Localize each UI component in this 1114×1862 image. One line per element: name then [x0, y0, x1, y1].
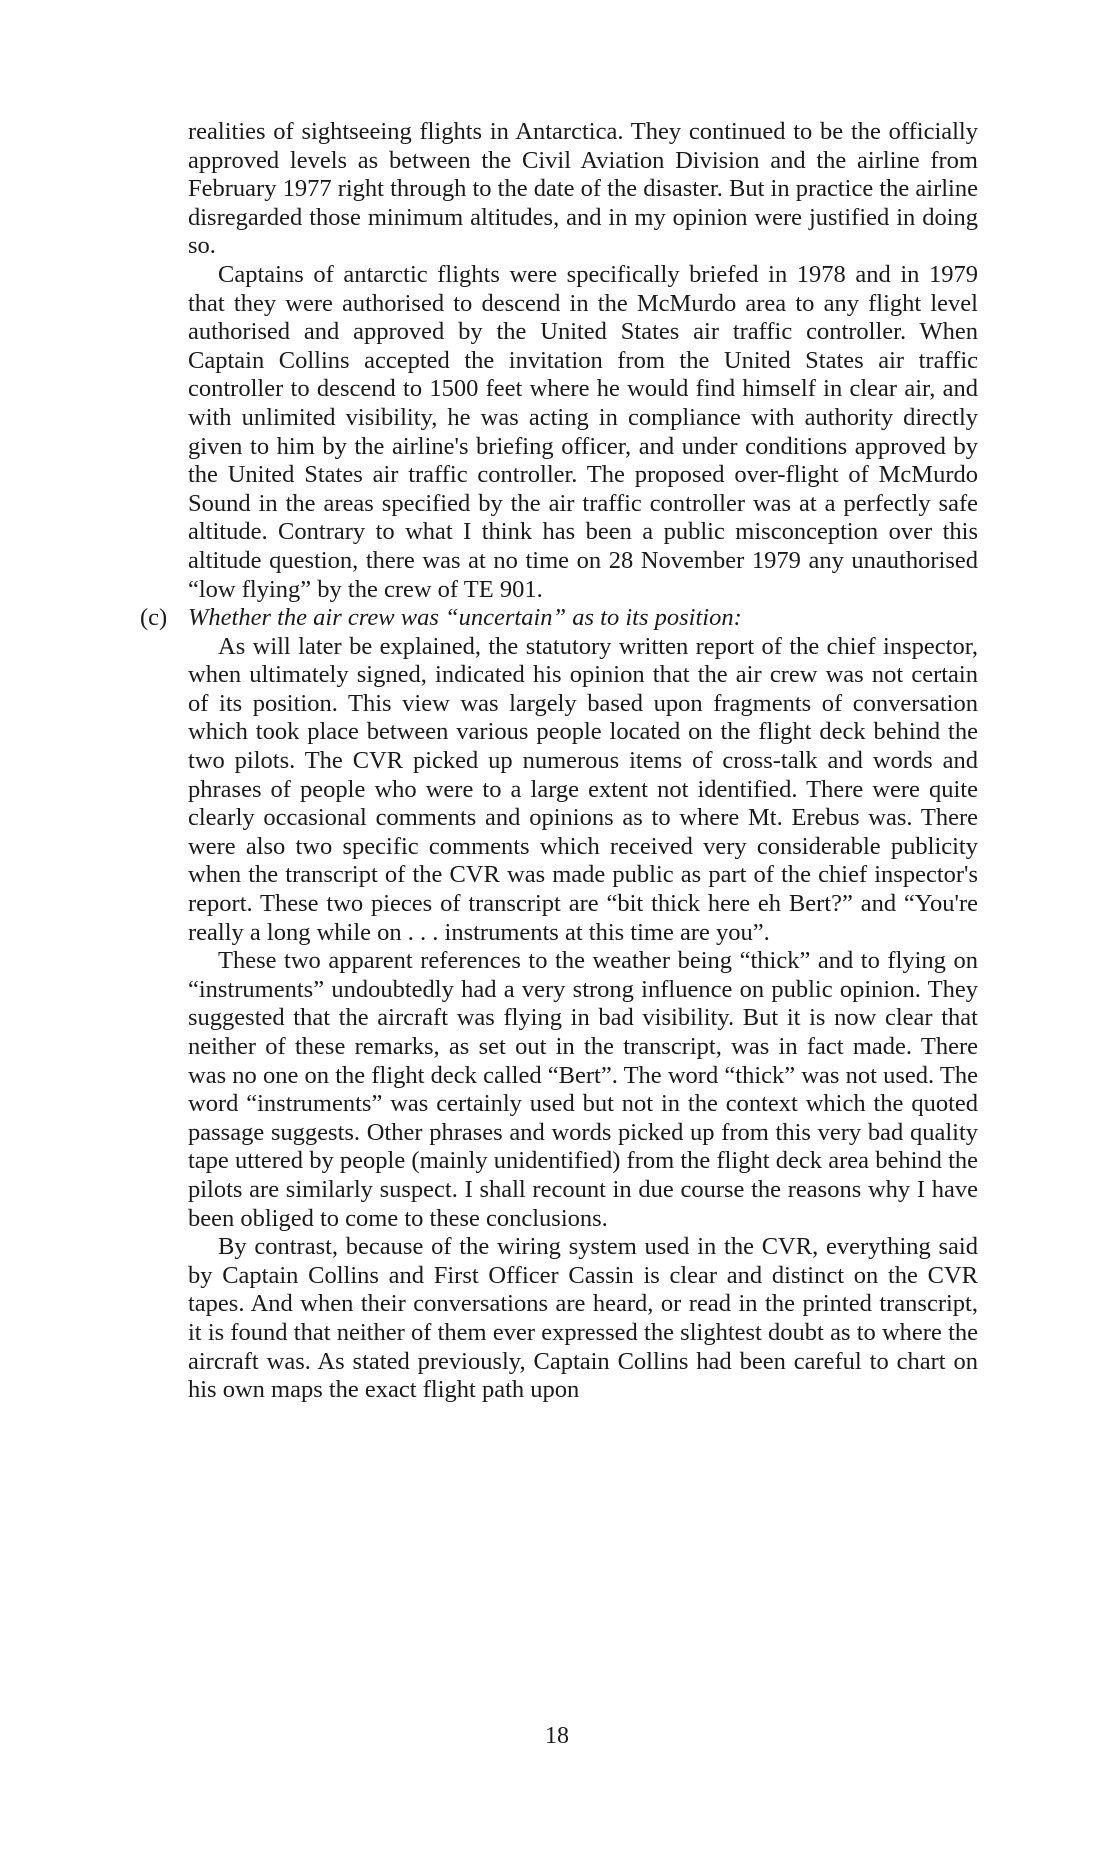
page-number: 18 — [545, 1723, 569, 1749]
paragraph-thick-instruments: These two apparent references to the weather being “thick” and to flying on “instruments” undoubtedly had a very strong influence on public opinion. They suggested that the aircraft was flying in bad visibility. But it is now clear that neither of these remarks, as set out in the transcript, was in fact made. There was no one on the flight deck called “Bert”. The word “thick” was not used. The word “instruments” was certainly used but not in the context which the quoted passage suggests. Other phrases and words picked up from this very bad quality tape uttered by people (mainly unidentified) from the flight deck area behind the pilots are similarly suspect. I shall recount in due course the reasons why I have been obliged to come to these conclusions. — [188, 947, 978, 1232]
paragraph-chief-inspector: As will later be explained, the statutory written report of the chief inspector, when ultimately signed, indicated his opinion that the air crew was not certain of its position. This view was largely based upon fragments of conversation which took place between various people located on the flight deck behind the two pilots. The CVR picked up numerous items of cross-talk and words and phrases of people who were to a large extent not identified. There were quite clearly occasional comments and opinions as to where Mt. Erebus was. There were also two specific comments which received very considerable publicity when the transcript of the CVR was made public as part of the chief inspector's report. These two pieces of transcript are “bit thick here eh Bert?” and “You're really a long while on . . . instruments at this time are you”. — [188, 632, 978, 946]
item-marker: (c) — [140, 604, 168, 632]
paragraph-briefing: Captains of antarctic flights were specifically briefed in 1978 and in 1979 that they were authorised to descend in the McMurdo area to any flight level authorised and approved by the United States air traffic controller. When Captain Collins accepted the invitation from the United States air traffic controller to descend to 1500 feet where he would find himself in clear air, and with unlimited visibility, he was acting in compliance with authority directly given to him by the airline's briefing officer, and under conditions approved by the United States air traffic controller. The proposed over-flight of McMurdo Sound in the areas specified by the air traffic controller was at a perfectly safe altitude. Contrary to what I think has been a public misconception over this altitude question, there was at no time on 28 November 1979 any unauthorised “low flying” by the crew of TE 901. — [188, 260, 978, 603]
paragraph-by-contrast: By contrast, because of the wiring system used in the CVR, everything said by Captain Collins and First Officer Cassin is clear and distinct on the CVR tapes. And when their conversations are heard, or read in the printed transcript, it is found that neither of them ever expressed the slightest doubt as to where the aircraft was. As stated previously, Captain Collins had been careful to chart on his own maps the exact flight path upon — [188, 1233, 978, 1404]
item-c-heading — [140, 604, 978, 633]
item-heading-text: Whether the air crew was “uncertain” as to its position: — [188, 604, 742, 632]
paragraph-continuation: realities of sightseeing flights in Antarctica. They continued to be the officially approved levels as between the Civil Aviation Division and the airline from February 1977 right through to the date of the disaster. But in practice the airline disregarded those minimum altitudes, and in my opinion were justified in doing so. — [188, 118, 978, 260]
body-text — [140, 118, 978, 1405]
